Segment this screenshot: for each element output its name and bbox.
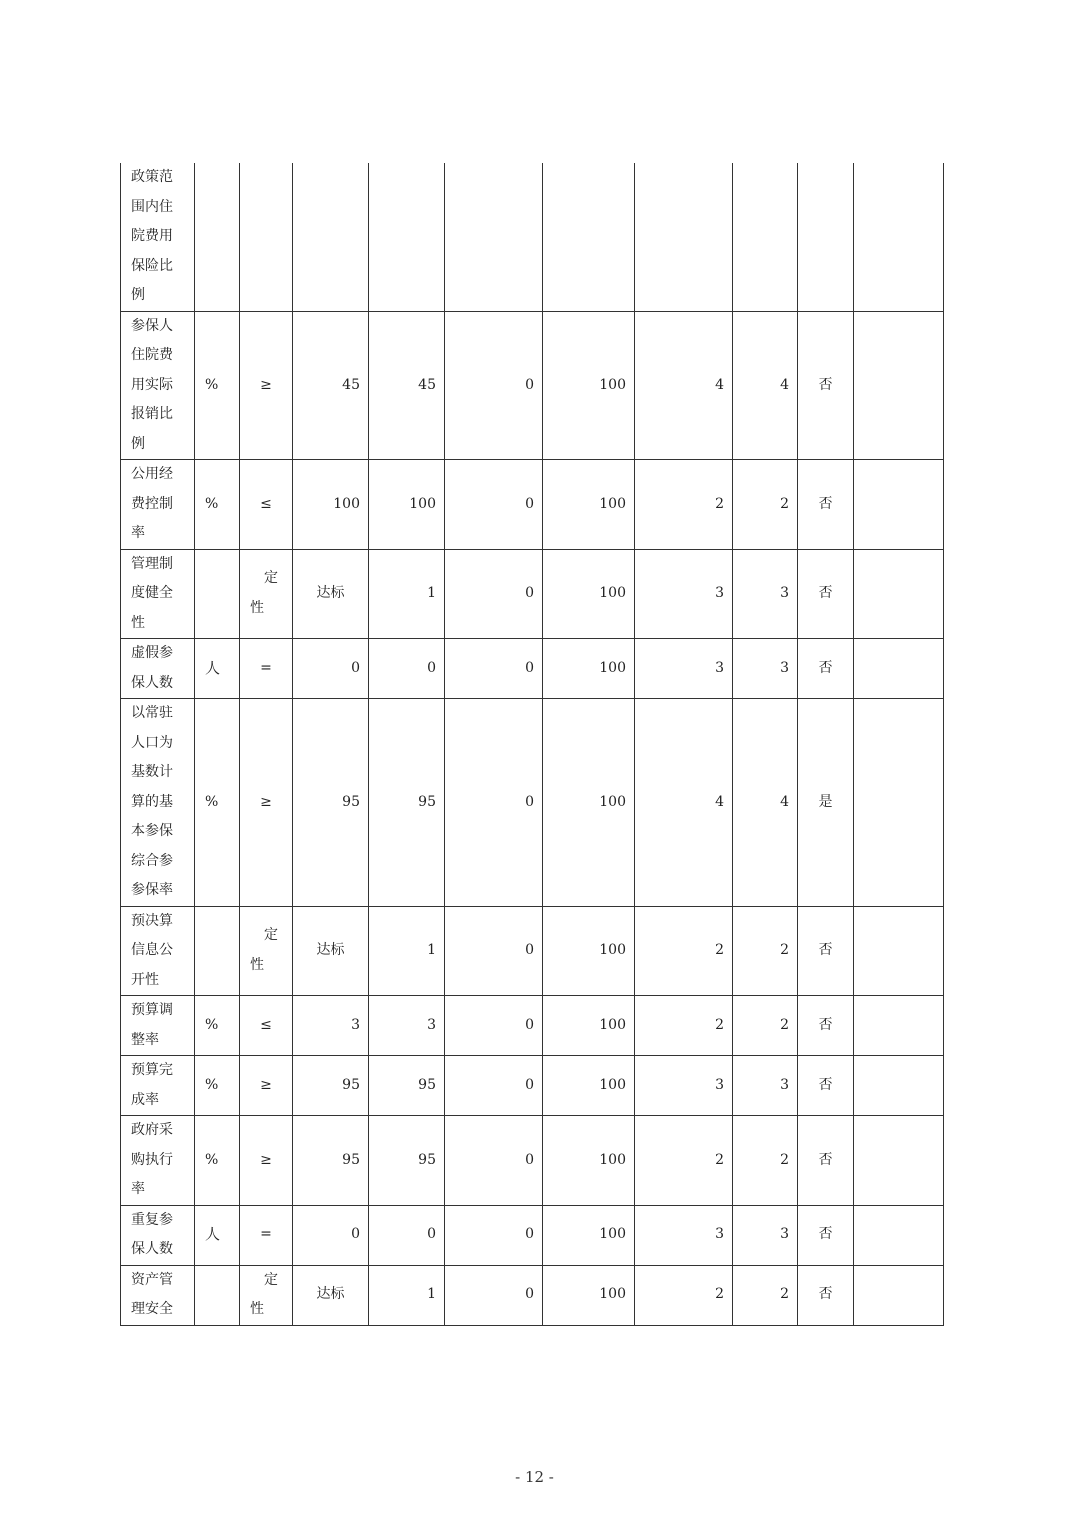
note-cell [854, 163, 944, 311]
indicator-name-line: 虚假参 [131, 645, 173, 661]
actual-cell: 45 [369, 311, 445, 460]
actual-cell: 3 [369, 996, 445, 1056]
indicator-name-line: 购执行 [131, 1151, 173, 1168]
note-cell [854, 639, 944, 699]
indicator-name-cell [121, 906, 195, 996]
indicator-name-cell [121, 163, 195, 311]
actual-cell: 100 [369, 460, 445, 550]
full-score-cell [543, 163, 635, 311]
indicator-name-cell [121, 1205, 195, 1265]
weight-cell: 3 [635, 639, 733, 699]
operator-char: 性 [250, 599, 264, 616]
value-cell: 0 [445, 699, 543, 907]
operator-char: 性 [250, 956, 264, 973]
actual-cell: 0 [369, 1205, 445, 1265]
weight-cell: 2 [635, 1265, 733, 1325]
indicator-name-line: 预决算 [131, 912, 173, 929]
indicator-name-line: 预算完 [131, 1062, 173, 1078]
table-row [121, 549, 944, 639]
target-cell: 45 [293, 311, 369, 460]
value-cell [445, 163, 543, 311]
core-indicator-cell: 否 [798, 906, 854, 996]
full-score-cell: 100 [543, 549, 635, 639]
indicator-name-line: 综合参 [131, 852, 173, 869]
indicator-name-line: 性 [131, 614, 145, 631]
full-score-cell: 100 [543, 906, 635, 996]
indicator-name-cell [121, 996, 195, 1056]
core-indicator-cell: 否 [798, 1056, 854, 1116]
table-row [121, 460, 944, 550]
indicator-name-line: 管理制 [131, 555, 173, 572]
score-cell: 4 [733, 311, 798, 460]
indicator-name-line: 公用经 [131, 466, 173, 482]
value-cell: 0 [445, 1205, 543, 1265]
full-score-cell: 100 [543, 1265, 635, 1325]
indicator-name-line: 理安全 [131, 1301, 173, 1317]
operator-char: 性 [250, 1301, 264, 1317]
score-cell: 2 [733, 906, 798, 996]
indicator-name-line: 预算调 [131, 1002, 173, 1018]
indicator-name-cell [121, 549, 195, 639]
unit-cell [195, 906, 240, 996]
unit-cell: % [195, 699, 240, 907]
indicator-name-line: 本参保 [131, 823, 173, 839]
unit-cell [195, 1265, 240, 1325]
target-cell: 95 [293, 1116, 369, 1206]
unit-cell: 人 [195, 1205, 240, 1265]
score-cell: 2 [733, 460, 798, 550]
operator-cell [240, 549, 293, 639]
unit-cell: % [195, 1056, 240, 1116]
operator-cell [240, 906, 293, 996]
note-cell [854, 1265, 944, 1325]
value-cell: 0 [445, 549, 543, 639]
indicator-name-line: 度健全 [131, 585, 173, 601]
unit-cell: % [195, 1116, 240, 1206]
operator-cell: ≤ [240, 460, 293, 550]
value-cell: 0 [445, 460, 543, 550]
indicator-name-line: 参保人 [131, 317, 173, 334]
table-row [121, 996, 944, 1056]
table-body [121, 163, 944, 1325]
note-cell [854, 1116, 944, 1206]
target-cell: 0 [293, 639, 369, 699]
operator-cell: ≥ [240, 1056, 293, 1116]
table-row [121, 1056, 944, 1116]
full-score-cell: 100 [543, 639, 635, 699]
full-score-cell: 100 [543, 699, 635, 907]
indicator-name-line: 信息公 [131, 942, 173, 958]
table-row [121, 639, 944, 699]
target-cell: 达标 [293, 1265, 369, 1325]
note-cell [854, 906, 944, 996]
unit-cell: 人 [195, 639, 240, 699]
score-cell: 3 [733, 1205, 798, 1265]
operator-cell: ≥ [240, 699, 293, 907]
actual-cell: 1 [369, 906, 445, 996]
full-score-cell: 100 [543, 996, 635, 1056]
indicator-name-line: 政府采 [131, 1122, 173, 1138]
note-cell [854, 460, 944, 550]
indicator-name-cell [121, 460, 195, 550]
core-indicator-cell: 否 [798, 639, 854, 699]
value-cell: 0 [445, 639, 543, 699]
actual-cell: 95 [369, 699, 445, 907]
indicator-name-line: 以常驻 [131, 705, 173, 721]
value-cell: 0 [445, 996, 543, 1056]
score-cell [733, 163, 798, 311]
operator-cell: = [240, 639, 293, 699]
unit-cell: % [195, 311, 240, 460]
score-cell: 3 [733, 549, 798, 639]
target-cell: 0 [293, 1205, 369, 1265]
weight-cell: 3 [635, 1205, 733, 1265]
operator-char: 定 [264, 927, 278, 944]
note-cell [854, 311, 944, 460]
table-row [121, 699, 944, 907]
indicator-name-line: 保险比 [131, 257, 173, 274]
indicator-name-line: 院费用 [131, 228, 173, 244]
indicator-name-cell [121, 1116, 195, 1206]
actual-cell: 95 [369, 1116, 445, 1206]
score-cell: 2 [733, 1116, 798, 1206]
table-row [121, 163, 944, 311]
core-indicator-cell: 否 [798, 1205, 854, 1265]
weight-cell: 2 [635, 1116, 733, 1206]
score-cell: 3 [733, 1056, 798, 1116]
note-cell [854, 549, 944, 639]
core-indicator-cell: 否 [798, 1116, 854, 1206]
value-cell: 0 [445, 906, 543, 996]
weight-cell: 3 [635, 1056, 733, 1116]
indicator-name-line: 重复参 [131, 1211, 173, 1228]
indicator-name-line: 例 [131, 435, 145, 452]
core-indicator-cell [798, 163, 854, 311]
table-row [121, 311, 944, 460]
indicator-name-line: 人口为 [131, 734, 173, 751]
target-cell: 100 [293, 460, 369, 550]
table-row [121, 1205, 944, 1265]
value-cell: 0 [445, 311, 543, 460]
unit-cell [195, 549, 240, 639]
indicator-name-line: 报销比 [131, 406, 173, 422]
score-cell: 2 [733, 1265, 798, 1325]
core-indicator-cell: 否 [798, 460, 854, 550]
indicator-name-line: 资产管 [131, 1271, 173, 1288]
value-cell: 0 [445, 1116, 543, 1206]
score-cell: 2 [733, 996, 798, 1056]
weight-cell: 2 [635, 906, 733, 996]
target-cell: 达标 [293, 549, 369, 639]
full-score-cell: 100 [543, 460, 635, 550]
operator-char: 定 [264, 570, 278, 587]
score-cell: 3 [733, 639, 798, 699]
operator-char: 定 [264, 1271, 278, 1288]
table-row [121, 906, 944, 996]
actual-cell: 0 [369, 639, 445, 699]
full-score-cell: 100 [543, 1056, 635, 1116]
page-number: - 12 - [515, 1468, 554, 1486]
indicator-name-line: 开性 [131, 971, 159, 988]
actual-cell: 1 [369, 549, 445, 639]
note-cell [854, 699, 944, 907]
indicator-name-line: 整率 [131, 1031, 159, 1048]
indicator-name-line: 例 [131, 287, 145, 303]
core-indicator-cell: 否 [798, 549, 854, 639]
indicator-name-line: 用实际 [131, 376, 173, 393]
indicator-name-line: 率 [131, 1181, 145, 1197]
unit-cell: % [195, 460, 240, 550]
full-score-cell: 100 [543, 311, 635, 460]
weight-cell: 4 [635, 699, 733, 907]
actual-cell [369, 163, 445, 311]
core-indicator-cell: 否 [798, 996, 854, 1056]
indicator-name-cell [121, 1265, 195, 1325]
indicator-name-line: 算的基 [131, 793, 173, 810]
unit-cell [195, 163, 240, 311]
indicator-name-cell [121, 311, 195, 460]
operator-cell [240, 163, 293, 311]
table-row [121, 1265, 944, 1325]
value-cell: 0 [445, 1265, 543, 1325]
core-indicator-cell: 否 [798, 1265, 854, 1325]
indicator-name-line: 基数计 [131, 764, 173, 780]
note-cell [854, 1056, 944, 1116]
note-cell [854, 1205, 944, 1265]
note-cell [854, 996, 944, 1056]
operator-cell: = [240, 1205, 293, 1265]
indicator-name-line: 住院费 [131, 347, 173, 363]
core-indicator-cell: 是 [798, 699, 854, 907]
weight-cell [635, 163, 733, 311]
target-cell: 95 [293, 699, 369, 907]
score-cell: 4 [733, 699, 798, 907]
indicator-name-line: 参保率 [131, 882, 173, 898]
indicator-name-cell [121, 699, 195, 907]
indicator-name-cell [121, 1056, 195, 1116]
target-cell: 达标 [293, 906, 369, 996]
indicator-name-line: 围内住 [131, 198, 173, 215]
indicator-name-line: 保人数 [131, 1241, 173, 1257]
value-cell: 0 [445, 1056, 543, 1116]
indicator-name-line: 成率 [131, 1091, 159, 1108]
operator-cell: ≥ [240, 1116, 293, 1206]
target-cell: 3 [293, 996, 369, 1056]
weight-cell: 4 [635, 311, 733, 460]
indicator-name-cell [121, 639, 195, 699]
target-cell: 95 [293, 1056, 369, 1116]
weight-cell: 3 [635, 549, 733, 639]
weight-cell: 2 [635, 460, 733, 550]
core-indicator-cell: 否 [798, 311, 854, 460]
indicator-name-line: 费控制 [131, 495, 173, 512]
weight-cell: 2 [635, 996, 733, 1056]
target-cell [293, 163, 369, 311]
indicator-name-line: 率 [131, 525, 145, 541]
full-score-cell: 100 [543, 1116, 635, 1206]
table-row [121, 1116, 944, 1206]
actual-cell: 1 [369, 1265, 445, 1325]
full-score-cell: 100 [543, 1205, 635, 1265]
unit-cell: % [195, 996, 240, 1056]
operator-cell [240, 1265, 293, 1325]
operator-cell: ≤ [240, 996, 293, 1056]
indicator-name-line: 政策范 [131, 169, 173, 185]
operator-cell: ≥ [240, 311, 293, 460]
actual-cell: 95 [369, 1056, 445, 1116]
performance-indicator-table [120, 163, 944, 1326]
indicator-name-line: 保人数 [131, 674, 173, 691]
